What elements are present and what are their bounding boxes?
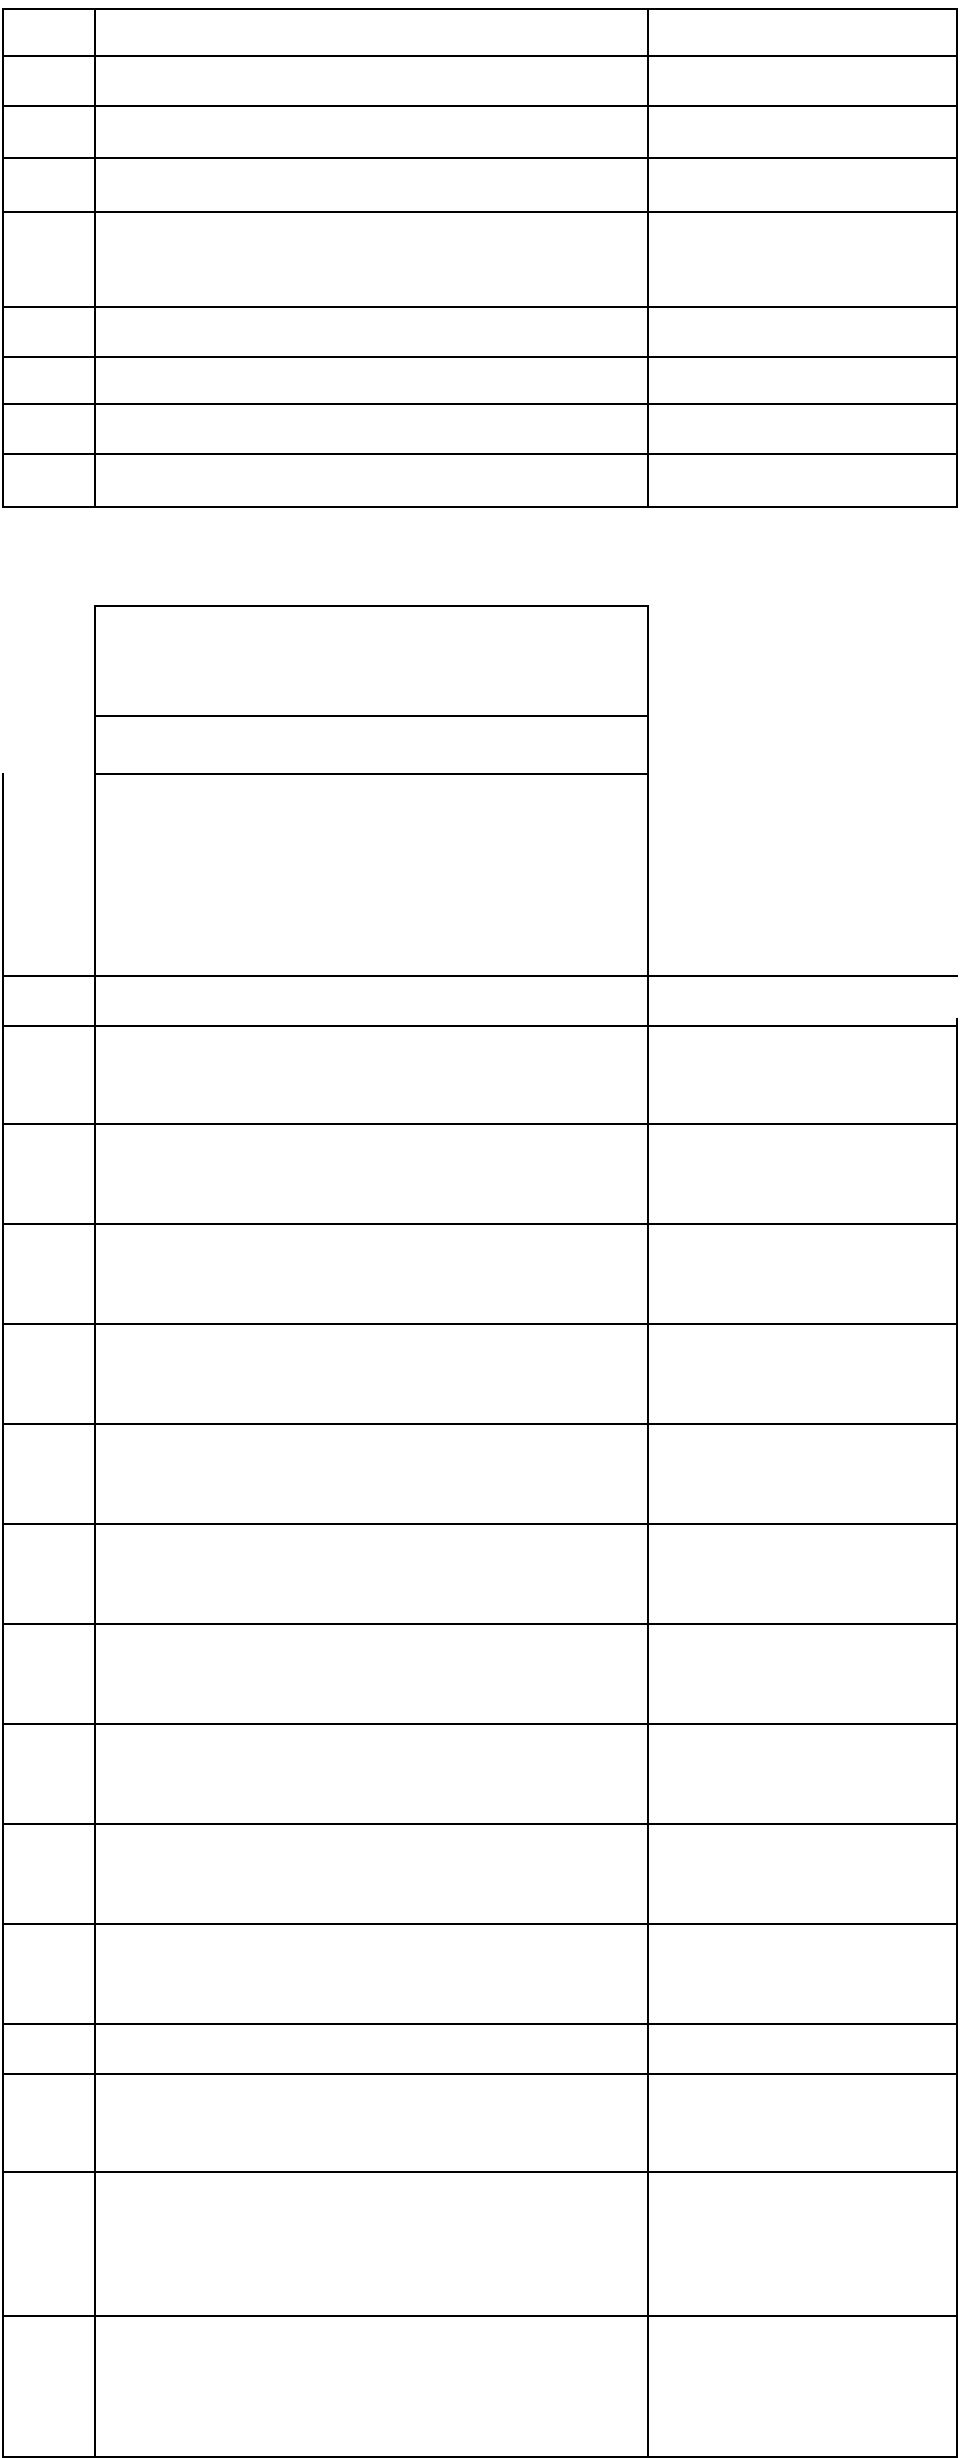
item-description [96,455,645,603]
column-divider [2,8,4,508]
item-number [4,977,92,1023]
item-description [96,1125,645,1221]
item-number [4,213,92,304]
column-divider [647,605,649,2458]
item-description [96,358,645,401]
item-number [4,1125,92,1221]
item-description [96,1325,645,1421]
item-number [4,2173,92,2313]
row-divider [2,306,958,308]
item-description [96,405,645,451]
row-divider [2,105,958,107]
column-divider [956,8,958,508]
row-divider [2,2073,958,2075]
item-description [96,2173,645,2313]
item-description [96,717,645,771]
item-number [4,107,92,155]
row-divider [2,1723,958,1725]
item-number [4,1825,92,1921]
row-divider [2,2315,958,2317]
column-divider [94,605,96,2458]
row-divider [2,1823,958,1825]
item-number [4,1325,92,1421]
item-description [96,1825,645,1921]
item-description [96,57,645,103]
item-description [96,1625,645,1721]
item-number [4,57,92,103]
item-number [4,10,92,53]
item-description [96,775,645,973]
row-divider [2,1025,958,1027]
item-number [4,1027,92,1121]
row-divider [2,1423,958,1425]
row-divider [2,157,958,159]
row-divider [2,1123,958,1125]
item-number [4,2075,92,2169]
row-divider [2,8,958,10]
column-divider [94,8,96,508]
row-divider [2,506,958,508]
row-divider [2,1623,958,1625]
row-divider [2,2023,958,2025]
row-divider [2,1223,958,1225]
item-description [96,1725,645,1821]
row-divider [2,1923,958,1925]
item-description [96,308,645,354]
item-number [4,358,92,401]
row-divider [94,773,649,775]
item-number [4,2025,92,2071]
item-number [4,1525,92,1621]
item-number [4,159,92,209]
item-description [96,10,645,53]
column-divider [2,773,4,2458]
item-number [4,405,92,451]
row-divider [2,1523,958,1525]
item-description [96,1027,645,1121]
row-divider [2,55,958,57]
item-description [96,159,645,209]
item-number [4,607,92,973]
row-divider [2,356,958,358]
item-number [4,1425,92,1521]
item-number [4,2317,92,2454]
column-divider [956,1018,958,2458]
item-number [4,1225,92,1321]
item-description [96,213,645,304]
row-divider [2,975,958,977]
item-description [96,1925,645,2021]
row-divider [2,2171,958,2173]
item-description [96,607,645,713]
row-divider [2,403,958,405]
item-description [96,107,645,155]
item-description [96,2317,645,2454]
row-divider [94,715,649,717]
row-divider [94,605,649,607]
row-divider [2,211,958,213]
item-number [4,1625,92,1721]
item-description [96,1425,645,1521]
item-description [96,2025,645,2071]
item-description [96,1225,645,1321]
item-number [4,1925,92,2021]
row-divider [2,1323,958,1325]
item-number [4,455,92,603]
row-divider [2,453,958,455]
item-description [96,1525,645,1621]
item-number [4,1725,92,1821]
column-divider [647,8,649,508]
item-description [96,977,645,1023]
item-number [4,308,92,354]
item-description [96,2075,645,2169]
